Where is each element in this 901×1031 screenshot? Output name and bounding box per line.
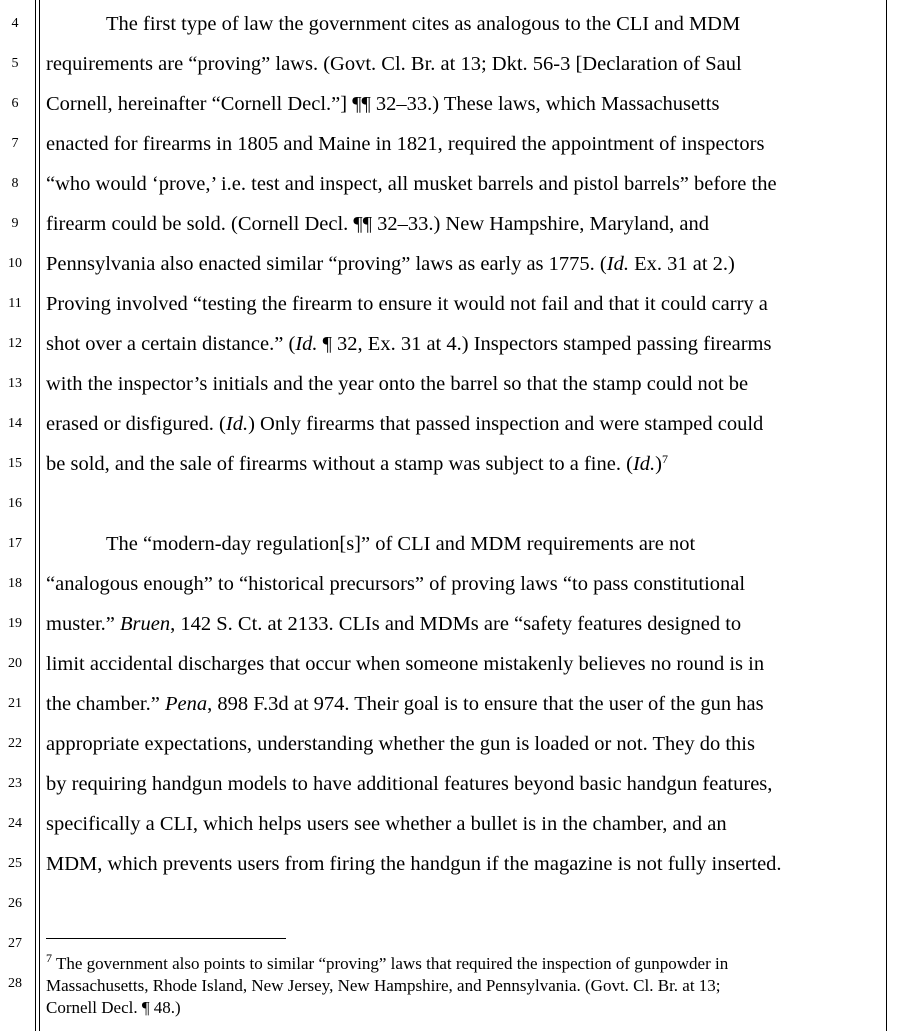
id-citation: Id. (225, 413, 249, 435)
text-run: shot over a certain distance.” ( (46, 333, 296, 355)
id-citation: Id. (632, 453, 656, 475)
footnote-separator (46, 938, 286, 939)
text-line: “who would ‘prove,’ i.e. test and inspect, all musket barrels and pistol barrels” before the (46, 173, 777, 195)
text-line: by requiring handgun models to have additional features beyond basic handgun features, (46, 773, 773, 795)
line-number: 15 (8, 456, 22, 471)
line-number: 20 (8, 656, 22, 671)
text-line: with the inspector’s initials and the year onto the barrel so that the stamp could not be (46, 373, 749, 395)
line-number: 13 (8, 376, 22, 391)
left-margin-rule-inner (39, 0, 40, 1031)
text-run: ) Only firearms that passed inspection and were stamped could (248, 413, 764, 435)
footnote-line: Massachusetts, Rhode Island, New Jersey, New Hampshire, and Pennsylvania. (Govt. Cl. Br. at 13; (46, 976, 721, 995)
line-number: 26 (8, 896, 22, 911)
line-number: 28 (8, 976, 22, 991)
line-number: 21 (8, 696, 22, 711)
text-run: ¶ 32, Ex. 31 at 4.) Inspectors stamped passing firearms (317, 333, 772, 355)
text-line: appropriate expectations, understanding whether the gun is loaded or not. They do this (46, 733, 755, 755)
text-line: Cornell, hereinafter “Cornell Decl.”] ¶¶ 32–33.) These laws, which Massachusetts (46, 93, 720, 115)
line-number: 4 (11, 16, 19, 31)
footnote-reference[interactable]: 7 (661, 452, 668, 466)
text-run: , 142 S. Ct. at 2133. CLIs and MDMs are “safety features designed to (170, 613, 742, 635)
line-number: 9 (11, 216, 19, 231)
text-line (46, 452, 668, 476)
text-line: The first type of law the government cites as analogous to the CLI and MDM (106, 13, 741, 35)
right-margin-rule (886, 0, 887, 1031)
text-line (46, 332, 771, 356)
text-run: Pennsylvania also enacted similar “proving” laws as early as 1775. ( (46, 253, 607, 275)
line-number: 18 (8, 576, 22, 591)
footnote-line: Cornell Decl. ¶ 48.) (46, 998, 181, 1017)
line-number: 6 (11, 96, 19, 111)
case-name: Bruen (120, 613, 171, 635)
text-line: Proving involved “testing the firearm to ensure it would not fail and that it could carry a (46, 293, 768, 315)
line-number: 19 (8, 616, 22, 631)
line-number: 10 (8, 256, 22, 271)
line-number: 27 (8, 936, 22, 951)
line-number: 8 (11, 176, 19, 191)
text-line: enacted for firearms in 1805 and Maine in 1821, required the appointment of inspectors (46, 133, 765, 155)
text-run: ) (655, 453, 662, 475)
text-line: “analogous enough” to “historical precursors” of proving laws “to pass constitutional (46, 573, 746, 595)
text-line (46, 612, 741, 636)
case-name: Pena (164, 693, 208, 715)
line-number: 17 (8, 536, 22, 551)
text-run: Ex. 31 at 2.) (628, 253, 735, 275)
text-run: erased or disfigured. ( (46, 413, 226, 435)
id-citation: Id. (295, 333, 318, 355)
line-number: 11 (8, 296, 22, 311)
line-number: 7 (11, 136, 19, 151)
text-line: requirements are “proving” laws. (Govt. Cl. Br. at 13; Dkt. 56-3 [Declaration of Saul (46, 53, 742, 75)
line-number: 12 (8, 336, 22, 351)
text-run: The government also points to similar “proving” laws that required the inspection of gunpowder in (52, 954, 729, 973)
text-line (46, 252, 735, 276)
line-number: 16 (8, 496, 22, 511)
text-run: muster.” (46, 613, 121, 635)
id-citation: Id. (606, 253, 629, 275)
text-line: specifically a CLI, which helps users see whether a bullet is in the chamber, and an (46, 813, 727, 835)
footnote-line (46, 953, 728, 975)
text-run: , 898 F.3d at 974. Their goal is to ensure that the user of the gun has (207, 693, 764, 715)
text-line: MDM, which prevents users from firing the handgun if the magazine is not fully inserted. (46, 853, 782, 875)
line-number: 25 (8, 856, 22, 871)
line-number: 24 (8, 816, 22, 831)
text-line (46, 412, 763, 436)
line-number: 5 (11, 56, 19, 71)
line-number: 22 (8, 736, 22, 751)
text-run: be sold, and the sale of firearms without a stamp was subject to a fine. ( (46, 453, 633, 475)
text-line (46, 692, 764, 716)
text-line: The “modern-day regulation[s]” of CLI and MDM requirements are not (106, 533, 696, 555)
text-line: firearm could be sold. (Cornell Decl. ¶¶ 32–33.) New Hampshire, Maryland, and (46, 213, 710, 235)
left-margin-rule-outer (35, 0, 36, 1031)
line-number: 23 (8, 776, 22, 791)
footnote-marker: 7 (46, 951, 52, 965)
line-number: 14 (8, 416, 22, 431)
text-line: limit accidental discharges that occur when someone mistakenly believes no round is in (46, 653, 765, 675)
text-run: the chamber.” (46, 693, 165, 715)
